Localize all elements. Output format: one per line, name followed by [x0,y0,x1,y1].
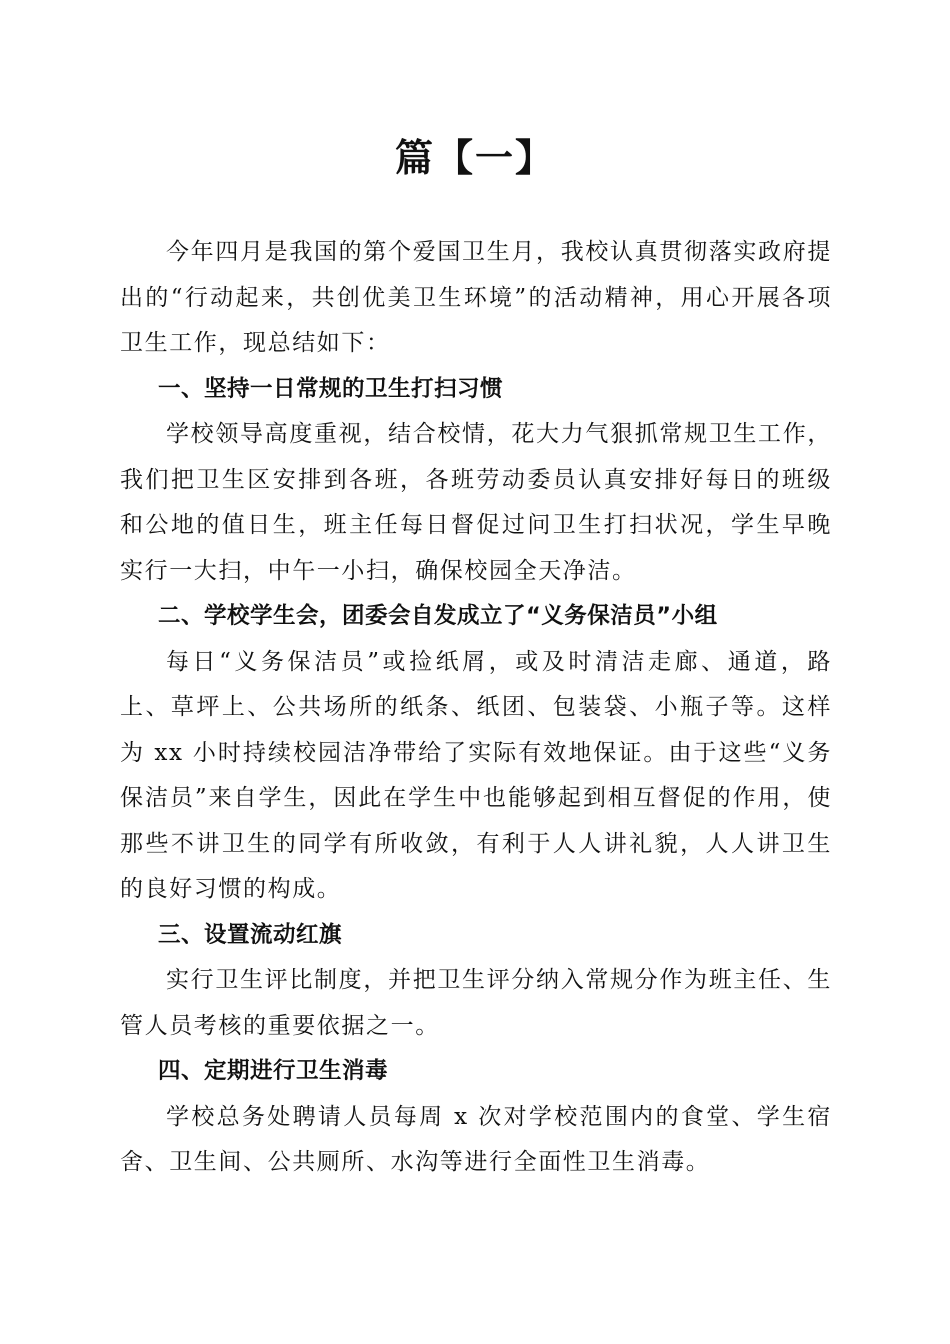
section-paragraph-2: 每日“义务保洁员”或捡纸屑，或及时清洁走廊、通道，路上、草坪上、公共场所的纸条、纸团、包装袋、小瓶子等。这样为 xx 小时持续校园洁净带给了实际有效地保证。由于这些“义务保洁员”来自学生，因此在学生中也能够起到相互督促的作用，使那些不讲卫生的同学有所收敛，有利于人人讲礼貌，人人讲卫生的良好习惯的构成。 [120,648,832,902]
document-title: 篇【一】 [394,136,555,180]
section-paragraph-4: 学校总务处聘请人员每周 x 次对学校范围内的食堂、学生宿舍、卫生间、公共厕所、水沟等进行全面性卫生消毒。 [120,1103,832,1175]
section-heading-1: 一、坚持一日常规的卫生打扫习惯 [158,375,504,402]
section-heading-4: 四、定期进行卫生消毒 [158,1058,389,1084]
section-paragraph-1: 学校领导高度重视，结合校情，花大力气狠抓常规卫生工作，我们把卫生区安排到各班，各班劳动委员认真安排好每日的班级和公地的值日生，班主任每日督促过问卫生打扫状况，学生早晚实行一大扫，中午一小扫，确保校园全天净洁。 [120,421,832,584]
section-heading-2: 二、学校学生会，团委会自发成立了“义务保洁员”小组 [158,603,718,629]
document-body [120,230,832,1186]
section-heading-3: 三、设置流动红旗 [158,921,343,948]
section-paragraph-3: 实行卫生评比制度，并把卫生评分纳入常规分作为班主任、生管人员考核的重要依据之一。 [120,967,832,1039]
intro-paragraph: 今年四月是我国的第个爱国卫生月，我校认真贯彻落实政府提出的“行动起来，共创优美卫生环境”的活动精神，用心开展各项卫生工作，现总结如下： [120,239,832,356]
